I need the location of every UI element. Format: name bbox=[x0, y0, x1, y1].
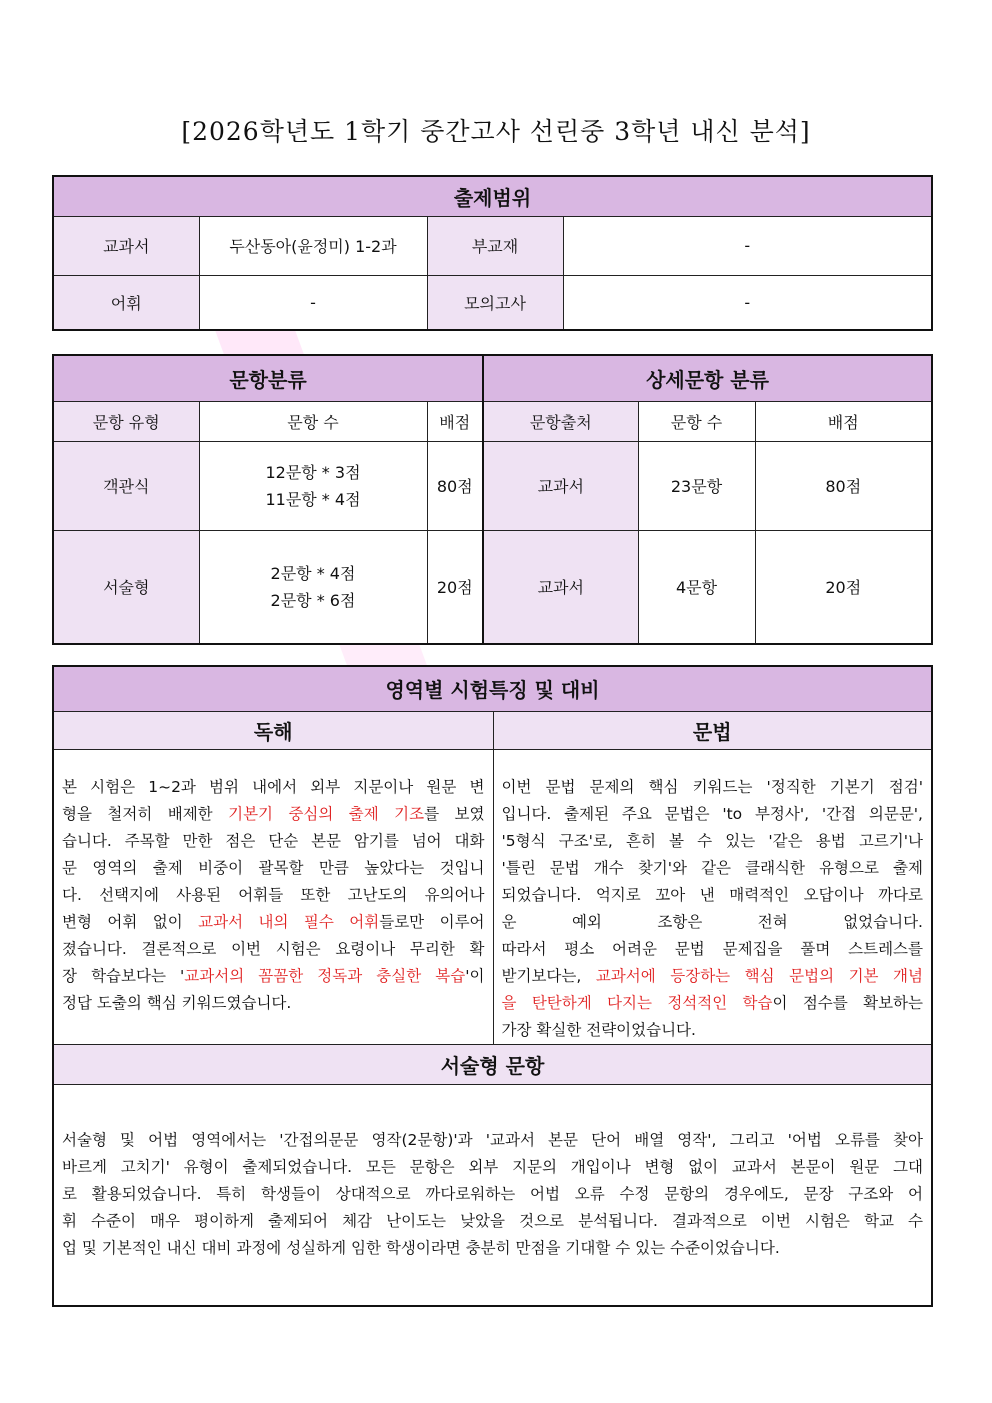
row-objective-type: 객관식 bbox=[53, 441, 199, 530]
grammar-header: 문법 bbox=[493, 711, 932, 749]
classification-header: 문항분류 bbox=[53, 355, 483, 401]
grammar-line: 되었습니다. 억지로 꼬아 낸 매력적인 오답이나 까다로 bbox=[501, 885, 923, 904]
essay-line: 서술형 및 어법 영역에서는 '간접의문문 영작(2문항)'과 '교과서 본문 단어 배열 영작', 그리고 '어법 오류를 찾아 bbox=[62, 1130, 923, 1149]
col-detail-score: 배점 bbox=[755, 401, 932, 441]
col-question-count: 문항 수 bbox=[199, 401, 427, 441]
row-objective-detail-score: 80점 bbox=[755, 441, 932, 530]
col-question-type: 문항 유형 bbox=[53, 401, 199, 441]
col-score: 배점 bbox=[427, 401, 483, 441]
essay-header: 서술형 문항 bbox=[53, 1044, 932, 1084]
reading-text bbox=[53, 749, 493, 1044]
col-source: 문항출처 bbox=[483, 401, 638, 441]
features-header: 영역별 시험특징 및 대비 bbox=[53, 666, 932, 711]
scope-label-vocab: 어휘 bbox=[53, 275, 199, 330]
highlight-text: 을 탄탄하게 다지는 정석적인 학습 bbox=[501, 993, 773, 1012]
scope-header: 출제범위 bbox=[53, 176, 932, 216]
row-objective-detail-count: 23문항 bbox=[638, 441, 755, 530]
scope-value-textbook: 두산동아(윤정미) 1-2과 bbox=[199, 216, 427, 275]
reading-line bbox=[62, 963, 485, 990]
row-essay-score: 20점 bbox=[427, 530, 483, 644]
row-objective-count bbox=[199, 441, 427, 530]
grammar-text bbox=[493, 749, 932, 1044]
scope-label-textbook: 교과서 bbox=[53, 216, 199, 275]
reading-header: 독해 bbox=[53, 711, 493, 749]
essay-text bbox=[53, 1084, 932, 1306]
scope-value-vocab: - bbox=[199, 275, 427, 330]
scope-label-mock: 모의고사 bbox=[427, 275, 563, 330]
scope-table bbox=[52, 175, 933, 331]
grammar-line bbox=[502, 990, 924, 1017]
page-title: [2026학년도 1학기 중간고사 선린중 3학년 내신 분석] bbox=[181, 117, 811, 146]
reading-line: 문 영역의 출제 비중이 괄목할 만큼 높았다는 것입니 bbox=[62, 858, 485, 877]
reading-line: 본 시험은 1~2과 범위 내에서 외부 지문이나 원문 변 bbox=[62, 777, 485, 796]
plain-text: 장 학습보다는 ' bbox=[62, 966, 185, 985]
highlight-text: 기본기 중심의 출제 기조 bbox=[228, 804, 425, 823]
highlight-text: 교과서에 등장하는 핵심 문법의 기본 개념 bbox=[595, 966, 923, 985]
essay-line: 업 및 기본적인 내신 대비 과정에 성실하게 임한 학생이라면 충분히 만점을 기대할 수 있는 수준이었습니다. bbox=[62, 1238, 780, 1257]
detail-classification-header: 상세문항 분류 bbox=[483, 355, 932, 401]
features-table bbox=[52, 665, 933, 1307]
grammar-line: 운 예외 조항은 전혀 없었습니다. bbox=[501, 912, 923, 931]
row-essay-count bbox=[199, 530, 427, 644]
col-detail-count: 문항 수 bbox=[638, 401, 755, 441]
reading-line: 습니다. 주목할 만한 점은 단순 본문 암기를 넘어 대화 bbox=[62, 831, 485, 850]
reading-line bbox=[62, 909, 485, 936]
plain-text: 받기보다는, bbox=[501, 966, 596, 985]
classification-table bbox=[52, 354, 933, 645]
grammar-line: 가장 확실한 전략이었습니다. bbox=[501, 1020, 696, 1039]
essay-line: 로 활용되었습니다. 특히 학생들이 상대적으로 까다로워하는 어법 오류 수정 문항의 경우에도, 문장 구조와 어 bbox=[62, 1184, 923, 1203]
reading-line: 졌습니다. 결론적으로 이번 시험은 요령이나 무리한 확 bbox=[62, 939, 485, 958]
reading-line bbox=[62, 801, 485, 828]
highlight-text: 교과서 내의 필수 어휘 bbox=[198, 912, 380, 931]
grammar-line: 따라서 평소 어려운 문법 문제집을 풀며 스트레스를 bbox=[501, 939, 923, 958]
plain-text: 이 점수를 확보하는 bbox=[772, 993, 923, 1012]
grammar-line: 입니다. 출제된 주요 문법은 'to 부정사', '간접 의문문', bbox=[501, 804, 923, 823]
grammar-line: '5형식 구조'로, 흔히 볼 수 있는 '같은 용법 고르기'나 bbox=[501, 831, 923, 850]
highlight-text: 교과서의 꼼꼼한 정독과 충실한 복습 bbox=[184, 966, 466, 985]
row-essay-detail-score: 20점 bbox=[755, 530, 932, 644]
essay-count-line2: 2문항 * 6점 bbox=[270, 590, 356, 610]
scope-value-supplement: - bbox=[563, 216, 932, 275]
plain-text: 를 보였 bbox=[424, 804, 485, 823]
grammar-line: 이번 문법 문제의 핵심 키워드는 '정직한 기본기 점검' bbox=[501, 777, 923, 796]
essay-count-line1: 2문항 * 4점 bbox=[270, 563, 356, 583]
grammar-line bbox=[502, 963, 924, 990]
plain-text: 형을 철저히 배제한 bbox=[62, 804, 229, 823]
reading-line: 다. 선택지에 사용된 어휘들 또한 고난도의 유의어나 bbox=[62, 885, 485, 904]
objective-count-line2: 11문항 * 4점 bbox=[265, 489, 361, 509]
plain-text: '이 bbox=[465, 966, 485, 985]
row-essay-source: 교과서 bbox=[483, 530, 638, 644]
essay-line: 바르게 고치기' 유형이 출제되었습니다. 모든 문항은 외부 지문의 개입이나 변형 없이 교과서 본문이 원문 그대 bbox=[62, 1157, 923, 1176]
plain-text: 들로만 이루어 bbox=[379, 912, 485, 931]
row-objective-score: 80점 bbox=[427, 441, 483, 530]
grammar-line: '틀린 문법 개수 찾기'와 같은 클래식한 유형으로 출제 bbox=[501, 858, 923, 877]
scope-value-mock: - bbox=[563, 275, 932, 330]
scope-label-supplement: 부교재 bbox=[427, 216, 563, 275]
objective-count-line1: 12문항 * 3점 bbox=[265, 462, 361, 482]
row-essay-detail-count: 4문항 bbox=[638, 530, 755, 644]
row-essay-type: 서술형 bbox=[53, 530, 199, 644]
reading-line: 정답 도출의 핵심 키워드였습니다. bbox=[62, 993, 292, 1012]
row-objective-source: 교과서 bbox=[483, 441, 638, 530]
plain-text: 변형 어휘 없이 bbox=[62, 912, 199, 931]
essay-line: 휘 수준이 매우 평이하게 출제되어 체감 난이도는 낮았을 것으로 분석됩니다. 결과적으로 이번 시험은 학교 수 bbox=[62, 1211, 923, 1230]
